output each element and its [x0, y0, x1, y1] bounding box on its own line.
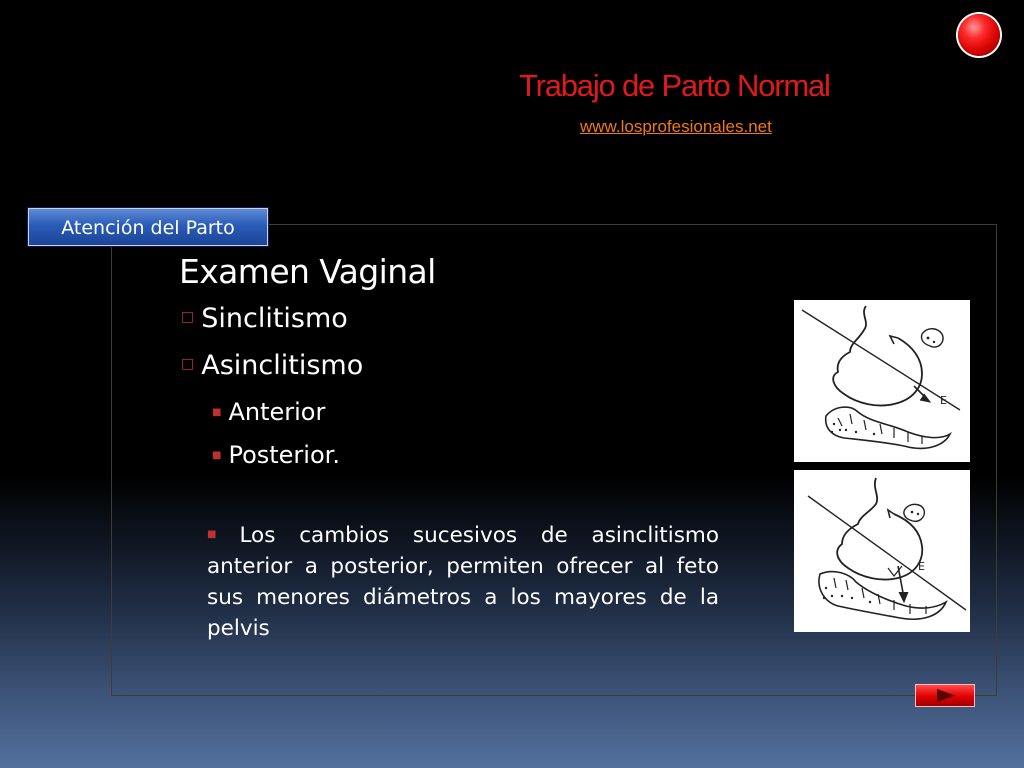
square-bullet-icon: ■	[207, 529, 234, 540]
square-bullet-icon: □	[181, 356, 195, 372]
section-tab: Atención del Parto	[28, 208, 268, 246]
fetal-head-diagram-icon	[794, 470, 970, 632]
asynclitism-anterior-illustration	[794, 300, 970, 462]
list-item	[181, 350, 363, 381]
asynclitism-posterior-illustration	[794, 470, 970, 632]
red-dot-button[interactable]	[958, 14, 1000, 56]
slide-heading: Examen Vaginal	[179, 252, 436, 291]
list-item-label: Asinclitismo	[201, 350, 364, 381]
square-bullet-icon: □	[181, 309, 195, 325]
list-item	[212, 398, 325, 426]
next-slide-button[interactable]	[915, 684, 975, 707]
list-item-label: Anterior	[228, 398, 326, 426]
square-bullet-icon: ■	[212, 450, 222, 461]
figure-label: E	[918, 560, 925, 573]
explanation-paragraph	[207, 519, 719, 644]
list-item	[212, 441, 340, 469]
play-arrow-icon	[936, 688, 956, 703]
paragraph-text: Los cambios sucesivos de asinclitismo anterior a posterior, permiten ofrecer al feto sus menores diámetros a los mayores de la pelvis	[207, 523, 719, 641]
square-bullet-icon: ■	[212, 407, 222, 418]
list-item-label: Posterior.	[228, 441, 340, 469]
website-link[interactable]: www.losprofesionales.net	[580, 117, 772, 136]
list-item-label: Sinclitismo	[201, 303, 348, 334]
page-title: Trabajo de Parto Normal	[519, 68, 830, 103]
figure-label: E	[940, 394, 947, 407]
fetal-head-diagram-icon	[794, 300, 970, 462]
list-item	[181, 303, 348, 334]
